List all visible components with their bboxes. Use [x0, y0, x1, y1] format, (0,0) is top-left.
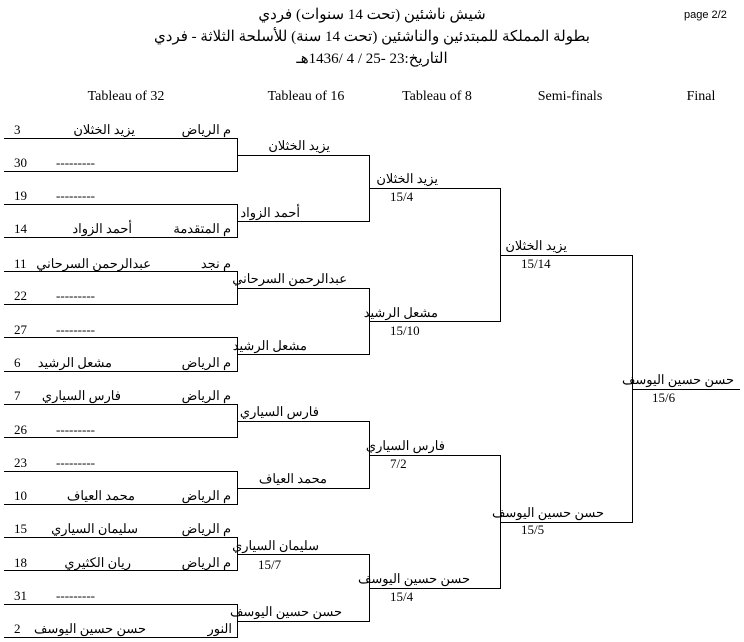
entry-name: فارس السياري: [41, 388, 121, 403]
entry-name: ---------: [56, 188, 95, 203]
page-number: page 2/2: [684, 9, 727, 21]
entry-seed: 31: [14, 588, 27, 603]
entry-name: أحمد الزواد: [72, 221, 132, 236]
entry-name: عبدالرحمن السرحاني: [36, 256, 151, 271]
bout-score: 15/14: [521, 256, 551, 271]
entry-name: حسن حسين اليوسف: [33, 621, 146, 636]
entry-name: ---------: [56, 155, 95, 170]
entry-name: ---------: [56, 588, 95, 603]
winner-name: يزيد الخثلان: [376, 171, 438, 186]
entry-name: سليمان السياري: [51, 521, 138, 536]
final-score: 15/6: [652, 390, 676, 405]
winner-name: أحمد الزواد: [240, 205, 300, 220]
entry-name: ---------: [56, 455, 95, 470]
winner-name: حسن حسين اليوسف: [229, 604, 342, 619]
entry-seed: 22: [14, 288, 27, 303]
entry-name: ريان الكثيري: [64, 555, 131, 570]
bout-score: 15/4: [390, 589, 414, 604]
winner-name: حسن حسين اليوسف: [357, 571, 470, 586]
entry-club: م الرياض: [181, 122, 231, 137]
winner-name: مشعل الرشيد: [363, 305, 438, 320]
entry-club: م المتقدمة: [173, 221, 231, 236]
entry-club: م نجد: [200, 256, 231, 271]
winner-name: يزيد الخثلان: [268, 138, 330, 153]
entry-seed: 15: [14, 521, 27, 536]
entry-seed: 30: [14, 155, 27, 170]
bout-score: 7/2: [390, 456, 407, 471]
winner-name: حسن حسين اليوسف: [491, 505, 604, 520]
winner-name: مشعل الرشيد: [232, 338, 307, 353]
round-header-tableau-8: Tableau of 8: [402, 89, 472, 104]
bout-score: 15/10: [390, 323, 420, 338]
entry-seed: 23: [14, 455, 27, 470]
round-header-tableau-32: Tableau of 32: [87, 89, 165, 104]
winner-name: فارس السياري: [365, 438, 445, 453]
entry-name: ---------: [56, 288, 95, 303]
entry-seed: 18: [14, 555, 27, 570]
bout-score: 15/7: [258, 557, 282, 572]
entry-seed: 11: [14, 256, 27, 271]
entry-seed: 6: [14, 355, 21, 370]
bout-score: 15/4: [390, 189, 414, 204]
entry-seed: 14: [14, 221, 27, 236]
round-header-tableau-16: Tableau of 16: [267, 89, 345, 104]
event-date: التاريخ:23 -25 / 4 /1436هـ: [296, 51, 448, 67]
entry-seed: 19: [14, 188, 27, 203]
entry-club: م الرياض: [181, 555, 231, 570]
entry-seed: 3: [14, 122, 21, 137]
entry-name: مشعل الرشيد: [37, 355, 112, 370]
entry-club: م الرياض: [181, 388, 231, 403]
entry-seed: 26: [14, 422, 27, 437]
winner-name: فارس السياري: [239, 404, 319, 419]
entry-club: م الرياض: [181, 521, 231, 536]
winner-name: يزيد الخثلان: [505, 238, 567, 253]
winner-name: محمد العياف: [258, 471, 327, 486]
champion-name: حسن حسين اليوسف: [621, 372, 734, 387]
event-title: شيش ناشئين (تحت 14 سنوات) فردي: [258, 7, 486, 23]
entry-seed: 7: [14, 388, 21, 403]
round-header-final: Final: [686, 89, 716, 104]
winner-name: عبدالرحمن السرحاني: [232, 271, 347, 286]
entry-seed: 27: [14, 322, 27, 337]
entry-name: محمد العياف: [66, 488, 135, 503]
entry-name: يزيد الخثلان: [73, 122, 135, 137]
entry-club: م الرياض: [181, 488, 231, 503]
entry-club: النور: [207, 621, 232, 636]
entry-seed: 2: [14, 621, 21, 636]
winner-name: سليمان السياري: [232, 538, 319, 553]
round-header-semi-finals: Semi-finals: [537, 89, 603, 104]
championship-title: بطولة المملكة للمبتدئين والناشئين (تحت 14 سنة) للأسلحة الثلاثة - فردي: [154, 29, 590, 45]
entry-club: م الرياض: [181, 355, 231, 370]
entry-name: ---------: [56, 322, 95, 337]
bout-score: 15/5: [521, 522, 545, 537]
entry-seed: 10: [14, 488, 27, 503]
entry-name: ---------: [56, 422, 95, 437]
